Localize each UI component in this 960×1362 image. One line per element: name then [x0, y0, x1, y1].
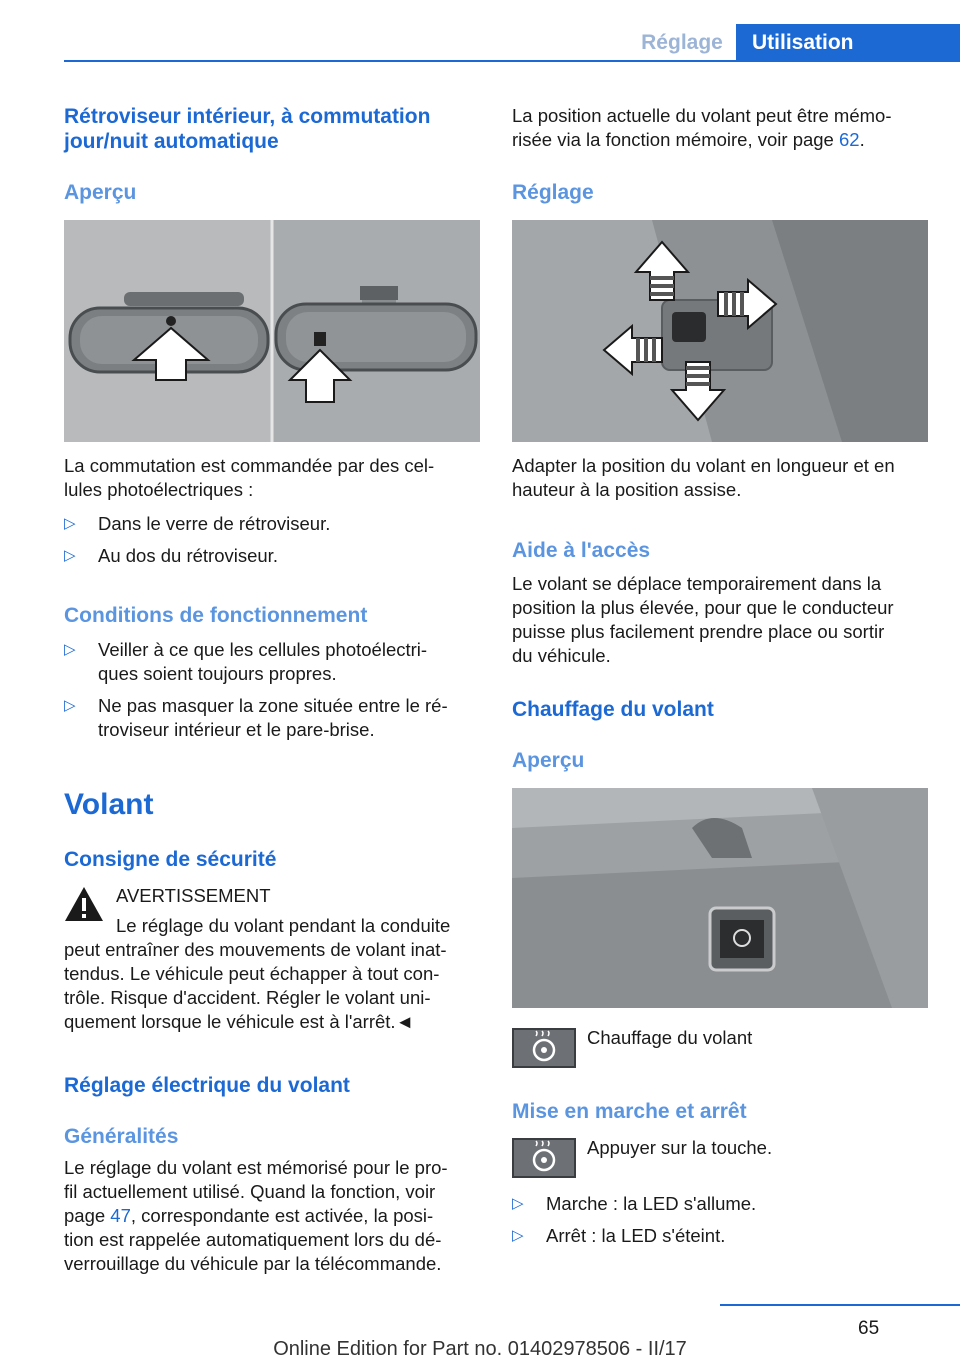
- pos-line2-a: risée via la fonction mémoire, voir page: [512, 129, 839, 150]
- reglage-heading: Réglage: [512, 181, 594, 204]
- pos-line2-b: .: [859, 129, 865, 150]
- list-item-text: [64, 694, 480, 742]
- commut-paragraph: [64, 454, 434, 502]
- warning-title: AVERTISSEMENT: [116, 885, 271, 906]
- volant-heading: Volant: [64, 788, 154, 821]
- gen-line3: [64, 1204, 480, 1228]
- list-item-text: Dans le verre de rétroviseur.: [98, 513, 331, 534]
- list-item-text: [64, 638, 480, 686]
- steering-adjust-photo: [512, 220, 928, 442]
- mirror-title-line1: Rétroviseur intérieur, à commutation: [64, 105, 431, 128]
- list-item-text: Marche : la LED s'allume.: [546, 1193, 757, 1214]
- warn-line2: peut entraîner des mouvements de volant inat‐: [64, 939, 447, 960]
- generalites-heading: Généralités: [64, 1125, 179, 1148]
- gen-line1: Le réglage du volant est mémorisé pour le pro‐: [64, 1157, 448, 1178]
- reglage-elec-heading: Réglage électrique du volant: [64, 1074, 350, 1097]
- list-item-text: Arrêt : la LED s'éteint.: [546, 1225, 726, 1246]
- footer-rule: [720, 1304, 960, 1306]
- gen-line3-b: , correspondante est activée, la posi‐: [130, 1205, 434, 1226]
- mirror-title: [64, 104, 430, 154]
- gen-line2: fil actuellement utilisé. Quand la fonction, voir: [64, 1181, 436, 1202]
- aide-line3: puisse plus facilement prendre place ou sortir: [512, 621, 885, 642]
- apercu2-heading: Aperçu: [512, 749, 585, 772]
- steering-heat-button-icon[interactable]: [512, 1138, 576, 1178]
- cond-b1-line2: ques soient toujours propres.: [98, 663, 337, 684]
- mirror-photo: [64, 220, 480, 442]
- gen-line4: tion est rappelée automatiquement lors du dé‐: [64, 1229, 442, 1250]
- warn-line4: trôle. Risque d'accident. Régler le volant uni‐: [64, 987, 431, 1008]
- aide-line2: position la plus élevée, pour que le conducteur: [512, 597, 894, 618]
- pos-line2: [512, 128, 928, 152]
- chauffage-heading: Chauffage du volant: [512, 698, 714, 721]
- list-item: [64, 512, 480, 536]
- edition-footer: Online Edition for Part no. 01402978506 - II/17: [273, 1338, 687, 1360]
- page-number: 65: [858, 1318, 880, 1339]
- header-rule: [64, 60, 960, 62]
- aide-paragraph: [512, 572, 928, 668]
- bullet-triangle-icon: ▷: [512, 1227, 524, 1244]
- cond-b2-line1: Ne pas masquer la zone située entre le ré‐: [98, 695, 448, 716]
- page-link-62[interactable]: 62: [838, 129, 860, 150]
- aide-heading: Aide à l'accès: [512, 539, 651, 562]
- mirror-title-line2: jour/nuit automatique: [64, 130, 279, 153]
- commut-line2: lules photoélectriques :: [64, 479, 254, 500]
- warning-body: [64, 914, 480, 1034]
- bullet-triangle-icon: ▷: [512, 1195, 524, 1212]
- adapt-paragraph: [512, 454, 928, 502]
- steering-heat-icon: [512, 1028, 576, 1068]
- aide-line1: Le volant se déplace temporairement dans la: [512, 573, 882, 594]
- appuyer-text: Appuyer sur la touche.: [587, 1137, 773, 1158]
- consigne-heading: Consigne de sécurité: [64, 848, 277, 871]
- bullet-triangle-icon: ▷: [64, 515, 76, 532]
- warn-line5: quement lorsque le véhicule est à l'arrêt.◄: [64, 1011, 414, 1032]
- generalites-paragraph: [64, 1156, 480, 1276]
- list-item: [64, 544, 480, 568]
- cond-b1-line1: Veiller à ce que les cellules photoélectri‐: [98, 639, 428, 660]
- adapt-line1: Adapter la position du volant en longueur et en: [512, 455, 895, 476]
- list-item-text: Au dos du rétroviseur.: [98, 545, 278, 566]
- gen-line5: verrouillage du véhicule par la télécommande.: [64, 1253, 442, 1274]
- list-item: [64, 638, 480, 686]
- header-tab-utilisation[interactable]: Utilisation: [736, 24, 960, 62]
- commut-line1: La commutation est commandée par des cel‐: [64, 455, 435, 476]
- header-tab-reglage[interactable]: Réglage: [641, 31, 723, 54]
- warn-line1: Le réglage du volant pendant la conduite: [116, 915, 451, 936]
- cond-b2-line2: troviseur intérieur et le pare-brise.: [98, 719, 375, 740]
- list-item: [64, 694, 480, 742]
- position-paragraph: [512, 104, 928, 152]
- marche-heading: Mise en marche et arrêt: [512, 1100, 747, 1123]
- pos-line1: La position actuelle du volant peut être mémo‐: [512, 105, 892, 126]
- list-item: [512, 1192, 928, 1216]
- page-link-47[interactable]: 47: [110, 1205, 131, 1226]
- adapt-line2: hauteur à la position assise.: [512, 479, 742, 500]
- aide-line4: du véhicule.: [512, 645, 611, 666]
- conditions-heading: Conditions de fonctionnement: [64, 604, 368, 627]
- gen-line3-a: page: [64, 1205, 111, 1226]
- chauffage-label: Chauffage du volant: [587, 1027, 753, 1048]
- bullet-triangle-icon: ▷: [64, 641, 76, 658]
- warn-line3: tendus. Le véhicule peut échapper à tout con‐: [64, 963, 440, 984]
- apercu-heading: Aperçu: [64, 181, 137, 204]
- heated-wheel-photo: [512, 788, 928, 1008]
- list-item: [512, 1224, 928, 1248]
- bullet-triangle-icon: ▷: [64, 547, 76, 564]
- bullet-triangle-icon: ▷: [64, 697, 76, 714]
